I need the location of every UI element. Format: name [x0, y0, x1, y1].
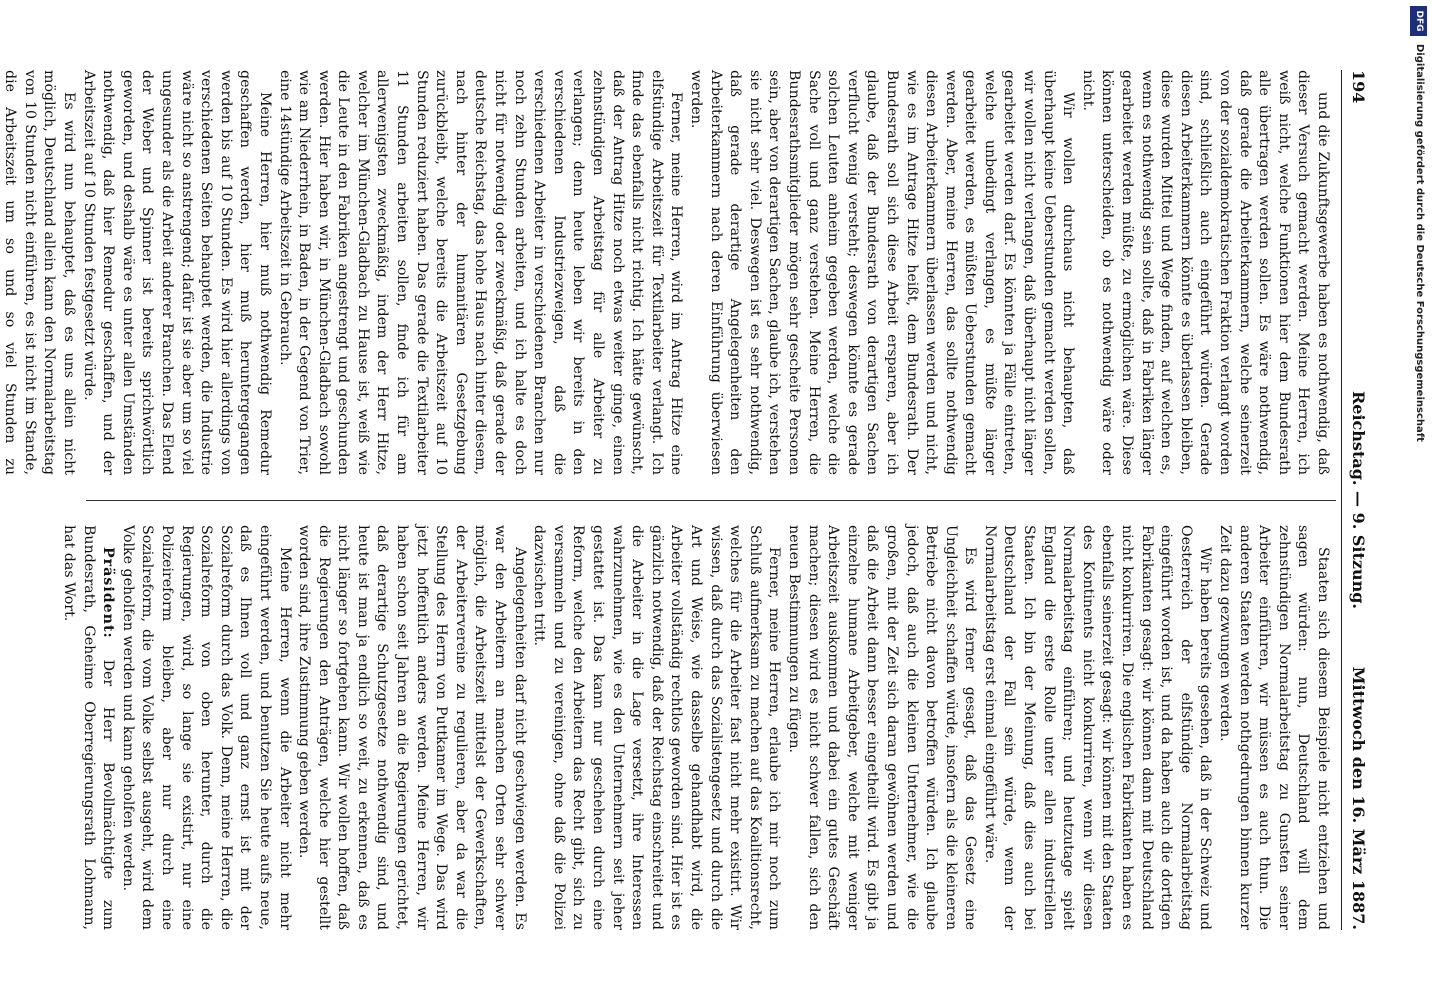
page-number: 194	[1349, 70, 1368, 104]
session-date: Mittwoch den 16. März 1887.	[1349, 666, 1368, 930]
dfg-logo: DFG	[1410, 6, 1427, 36]
speaker-text: Der Herr Bevollmächtigte zum Bundesrath, Geheime Oberregierungsrath Lohmann, hat das Wort.	[61, 525, 117, 930]
session-title: Reichstag. — 9. Sitzung.	[1349, 391, 1368, 609]
speaker-paragraph	[58, 525, 117, 930]
running-header	[1341, 70, 1372, 930]
paragraph: Es wird nun behauptet, daß es uns allein nicht möglich, Deutschland allein kann den Normalarbeitstag von 10 Stunden nicht einführen, es ist nicht im Stande, die Arbeitszeit um so und so viel Stunden zu	[2, 70, 77, 475]
paragraph: Ferner, meine Herren, erlaube ich mir noch zum Schluß aufmerksam zu machen auf das Koalitionsrecht, welches für die Arbeiter fast nicht mehr existirt. Wir wissen, daß durch das Sozialistengesetz und durch die Art und Weise, wie dasselbe gehandhabt wird, die Arbeiter vollständig rechtlos geworden sind. Hier ist es gänzlich notwendig, daß der Reichstag einschreitet und die Arbeiter in die Lage versetzt, ihre Interessen wahrzunehmen, wie es den Unternehmern seit jeher gestattet ist. Das kann nur geschehen durch eine Reform, welche den Arbeitern das Recht gibt, sich zu versammeln und zu vereinigen, ohne daß die Polizei dazwischen tritt.	[531, 525, 783, 930]
paragraph: Wir wollen durchaus nicht behaupten, daß überhaupt keine Ueberstunden gemacht werden sollen, wir wollen nicht verlangen, daß überhaupt nicht länger gearbeitet werden darf. Es könnten ja Fälle eintreten, welche unbedingt verlangen, es müßte länger gearbeitet werden, es müßten Ueberstunden gemacht werden. Aber, meine Herren, das sollte nothwendig diesen Arbeiterkammern überlassen werden und nicht, wie es im Antrage Hitze heißt, dem Bundesrath. Der Bundesrath soll sich diese Arbeit ersparen, aber ich glaube, daß der Bundesrath von derartigen Sachen verflucht wenig versteht; deswegen könnte es gerade solchen Leuten anheim gegeben werden, welche die Sache voll und ganz verstehen. Meine Herren, die Bundesrathsmitglieder mögen sehr gescheite Personen sein, aber von derartigen Sachen, glaube ich, verstehen sie nicht sehr viel. Deswegen ist es sehr nothwendig, daß gerade derartige Angelegenheiten den Arbeiterkammern nach deren Einführung überwiesen werden.	[688, 70, 1077, 475]
left-column	[2, 70, 1332, 475]
right-column	[61, 525, 1332, 930]
paragraph: und die Zukunftsgewerbe haben es nothwendig, daß dieser Versuch gemacht werden. Meine Herren, ich weiß nicht, welche Funktionen hier dem Bundesrath alle übertragen werden sollen. Es wäre nothwendig, daß gerade die Arbeiterkammern, welche seinerzeit von der sozialdemokratischen Fraktion verlangt worden sind, schließlich auch eingeführt würden. Gerade diesen Arbeiterkammern könnte es überlassen bleiben, diese wurden Mittel und Wege finden, auf welchen es, wenn es nothwendig sein sollte, daß in Fabriken länger gearbeitet werden müßte, zu ermöglichen wäre. Diese können unterscheiden, ob es nothwendig wäre oder nicht.	[1079, 70, 1331, 475]
paragraph: Ferner, meine Herren, wird im Antrag Hitze eine elfstündige Arbeitszeit für Textilarbeiter verlangt. Ich finde das ebenfalls nicht richtig. Ich hätte gewünscht, daß der Antrag Hitze noch etwas weiter ginge, einen zehnstündigen Arbeitstag für alle Arbeiter zu verlangen; denn heute leben wir bereits in den verschiedenen Industriezweigen, daß die verschiedenen Arbeiter in verschiedenen Branchen nur noch zehn Stunden arbeiten, und ich halte es doch nicht für notwendig oder zweckmäßig, daß gerade der deutsche Reichstag, das hohe Haus nach hinter diesem, nach hinter der humanitären Gesetzgebung zurückbleibt, welche bereits die Arbeitszeit auf 10 Stunden reduziert haben. Das gerade die Textilarbeiter 11 Stunden arbeiten sollen, finde ich für am allerwenigsten zweckmäßig, indem der Herr Hitze, welcher im München-Gladbach zu Hause ist, weiß wie die Leute in den Fabriken angestrengt und geschunden werden. Hier haben wir, in München-Gladbach sowohl wie am Niederrhein, in Baden, in der Gegend von Trier, eine 14stündige Arbeitszeit in Gebrauch.	[276, 70, 685, 475]
credit-text: Digitalisierung gefördert durch die Deutsche Forschungsgemeinschaft	[1414, 44, 1425, 442]
speaker-name: Präsident:	[100, 547, 117, 639]
paragraph: Es wird ferner gesagt, daß das Gesetz eine Ungleichheit schaffen würde, insofern als die kleineren Betriebe nicht davon betroffen würden. Ich glaube jedoch, daß auch die kleinen Unternehmer, wie die großen, mit der Zeit sich daran gewöhnen werden und daß die Arbeit dann besser eingetheilt wird. Es gibt ja einzelne humane Arbeitgeber, welche mit weniger Arbeitszeit auskommen und dabei ein gutes Geschäft machen; diesen wird es nicht schwer fallen, sich den neuen Bestimmungen zu fügen.	[785, 525, 979, 930]
paragraph: Meine Herren, wenn die Arbeiter nicht mehr eingeführt werden, und benutzen Sie heute aufs neue, daß es Ihnen voll und ganz ernst ist mit der Sozialreform durch das Volk. Denn, meine Herren, die Sozialreform von oben herunter, durch die Regierungen, wird, so lange sie existirt, nur eine Polizeireform bleiben, aber nur durch eine Sozialreform, die vom Volke selbst ausgeht, wird dem Volke geholfen werden und kann geholfen werden.	[119, 525, 293, 930]
paragraph: Angelegenheiten darf nicht geschwiegen werden. Es war den Arbeitern an manchen Orten sehr schwer möglich, die Arbeitszeit mittelst der Gewerkschaften, der Arbeitervereine zu regulieren, aber da war die Stellung des Herrn von Puttkamer im Wege. Das wird jetzt hoffentlich anders werden. Meine Herren, wir haben schon seit Jahren an die Regierungen gerichtet, daß derartige Schutzgesetze nothwendig sind, und heute ist man ja endlich so weit, zu erkennen, daß es nicht länger so fortgehen kann. Wir wollen hoffen, daß die Regierungen den Anträgen, welche hier gestellt worden sind, ihre Zustimmung geben werden.	[296, 525, 528, 930]
paragraph: Staaten sich diesem Beispiele nicht entziehen und sagen würden: nun, Deutschland will dem zehnstündigen Normalarbeitstag zu Gunsten seiner Arbeiter einführen, wir müssen es auch thun. Die anderen Staaten werden nothgedrungen binnen kurzer Zeit dazu gezwungen werden.	[1217, 525, 1331, 930]
digitization-credit	[1406, 0, 1432, 1000]
paragraph: Wir haben bereits gesehen, daß in der Schweiz und Oesterreich der elfstündige Normalarbeitstag eingeführt worden ist, und da haben auch die dortigen Fabrikanten gesagt: wir können dann mit Deutschland nicht konkurriren. Die englischen Fabrikanten haben es ebenfalls seinerzeit gesagt: wir können mit den Staaten des Kontinents nicht konkurriren, wenn wir diesen Normalarbeitstag einführen; und heutzutage spielt England die erste Rolle unter allen industriellen Staaten. Ich bin der Meinung, daß dies auch bei Deutschland der Fall sein würde, wenn der Normalarbeitstag erst einmal eingeführt wäre.	[981, 525, 1214, 930]
column-divider	[86, 500, 1336, 501]
paragraph: Meine Herren, hier muß nothwendig Remedur geschaffen werden, hier muß heruntergegangen werden bis auf 10 Stunden. Es wird hier allerdings von verschiedenen Seiten behauptet werden, die Industrie wäre nicht so anstrengend; dafür ist sie aber um so viel ungesunder als die Arbeit anderer Branchen. Das Elend der Weber und Spinner ist bereits sprichwörtlich geworden, und deshalb wäre es unter allen Umständen nothwendig, daß hier Remedur geschaffen, und der Arbeitszeit auf 10 Stunden festgesetzt würde.	[80, 70, 273, 475]
